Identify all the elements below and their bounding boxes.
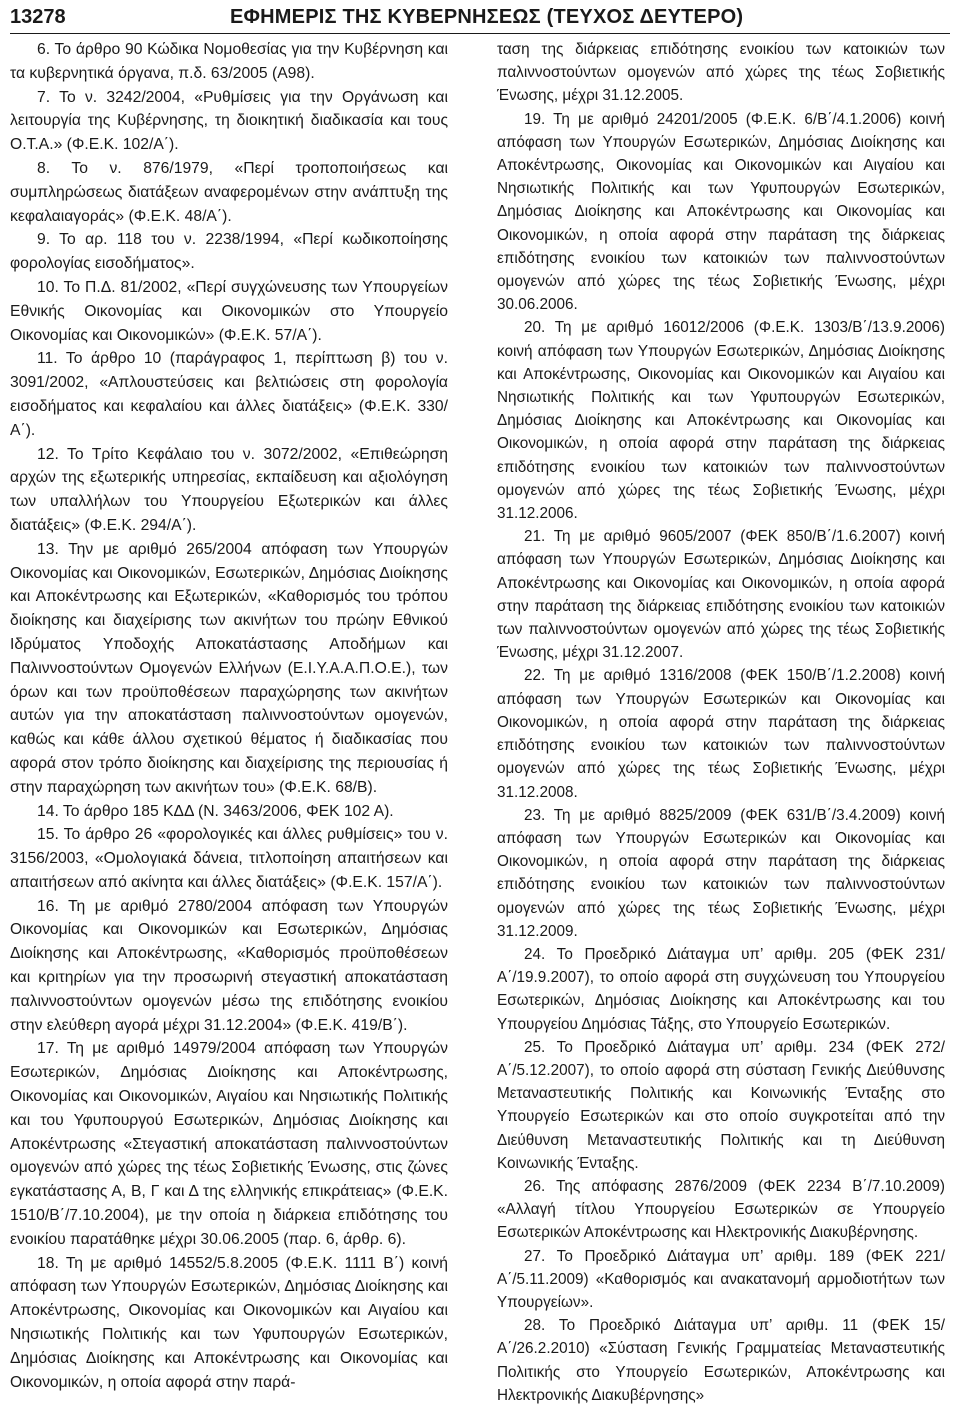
paragraph: 18. Τη με αριθμό 14552/5.8.2005 (Φ.Ε.Κ. 1111 Β΄) κοινή απόφαση των Υπουργών Εσωτερικών, Δημόσιας Διοίκησης και Αποκέντρωσης, Οικονομίας και Οικονομικών και Αιγαίου και Νησιωτικής Πολιτικής και των Υφυπουργών Εσωτερικών, Δημόσιας Διοίκησης και Αποκέντρωσης και Οικονομίας και Οικονομικών, η οποία αφορά στην παρά- — [10, 1254, 448, 1391]
paragraph: 11. Το άρθρο 10 (παράγραφος 1, περίπτωση β) του ν. 3091/2002, «Απλουστεύσεις και βελτιώσεις στη φορολογία εισοδήματος και κεφαλαίου και άλλες διατάξεις» (Φ.Ε.Κ. 330/Α΄). — [10, 350, 448, 439]
left-column — [10, 38, 448, 1394]
paragraph: 26. Της απόφασης 2876/2009 (ΦΕΚ 2234 Β΄/7.10.2009) «Αλλαγή τίτλου Υπουργείου Εσωτερικών σε Υπουργείο Εσωτερικών Αποκέντρωσης και Ηλεκτρονικής Διακυβέρνησης. — [497, 1177, 945, 1242]
header-rule — [10, 33, 950, 34]
paragraph: 9. Το αρ. 118 του ν. 2238/1994, «Περί κωδικοποίησης φορολογίας εισοδήματος». — [10, 231, 448, 273]
paragraph: 23. Τη με αριθμό 8825/2009 (ΦΕΚ 631/Β΄/3.4.2009) κοινή απόφαση των Υπουργών Εσωτερικών και Οικονομίας και Οικονομικών, η οποία αφορά στην παράταση της διάρκειας επιδότησης ενοικίου των κατοικιών των παλιννοστούντων ομογενών από χώρες της τέως Σοβιετικής Ένωσης, μέχρι 31.12.2009. — [497, 806, 945, 940]
right-column — [497, 38, 945, 1407]
page-number: 13278 — [10, 5, 66, 28]
paragraph: 25. Το Προεδρικό Διάταγμα υπ’ αριθμ. 234 (ΦΕΚ 272/Α΄/5.12.2007), το οποίο αφορά στη σύσταση Γενικής Διεύθυνσης Μεταναστευτικής Πολιτικής και Κοινωνικής Ένταξης στο Υπουργείο Εσωτερικών και στο οποίο συγκροτείται από την Διεύθυνση Μεταναστευτικής Πολιτικής και τη Διεύθυνση Κοινωνικής Ένταξης. — [497, 1038, 945, 1172]
journal-title: ΕΦΗΜΕΡΙΣ ΤΗΣ ΚΥΒΕΡΝΗΣΕΩΣ (ΤΕΥΧΟΣ ΔΕΥΤΕΡΟ) — [230, 5, 744, 28]
paragraph: 15. Το άρθρο 26 «φορολογικές και άλλες ρυθμίσεις» του ν. 3156/2003, «Ομολογιακά δάνεια, τιτλοποίηση απαιτήσεων και απαιτήσεων από ακίνητα και άλλες διατάξεις» (Φ.Ε.Κ. 157/Α΄). — [10, 826, 448, 891]
paragraph: 20. Τη με αριθμό 16012/2006 (Φ.Ε.Κ. 1303/Β΄/13.9.2006) κοινή απόφαση των Υπουργών Εσωτερικών, Δημόσιας Διοίκησης και Αποκέντρωσης, Οικονομίας και Οικονομικών και Αιγαίου και Νησιωτικής Πολιτικής και των Υφυπουργών Εσωτερικών, Δημόσιας Διοίκησης και Αποκέντρωσης και Οικονομίας και Οικονομικών, η οποία αφορά στην παράταση της διάρκειας επιδότησης ενοικίου των κατοικιών των παλιννοστούντων ομογενών από χώρες της τέως Σοβιετικής Ένωσης, μέχρι 31.12.2006. — [497, 319, 945, 523]
paragraph: 10. Το Π.Δ. 81/2002, «Περί συγχώνευσης των Υπουργείων Εθνικής Οικονομίας και Οικονομικών στο Υπουργείο Οικονομίας και Οικονομικών» (Φ.Ε.Κ. 57/Α΄). — [10, 278, 448, 344]
paragraph: 12. Το Τρίτο Κεφάλαιο του ν. 3072/2002, «Επιθεώρηση αρχών της εξωτερικής υπηρεσίας, εκπαίδευση και αξιολόγηση των υπαλλήλων του Υπουργείου Εξωτερικών και άλλες διατάξεις» (Φ.Ε.Κ. 294/Α΄). — [10, 445, 448, 534]
paragraph: 27. Το Προεδρικό Διάταγμα υπ’ αριθμ. 189 (ΦΕΚ 221/Α΄/5.11.2009) «Καθορισμός και ανακατανομή αρμοδιοτήτων των Υπουργείων». — [497, 1247, 945, 1311]
paragraph: 16. Τη με αριθμό 2780/2004 απόφαση των Υπουργών Οικονομίας και Οικονομικών και Εσωτερικών, Δημόσιας Διοίκησης και Αποκέντρωσης, «Καθορισμός προϋποθέσεων και κριτηρίων για την προσωρινή στεγαστική αποκατάσταση παλιννοστούντων ομογενών μέσω της επιδότησης ενοικίου στην ελεύθερη αγορά μέχρι 31.12.2004» (Φ.Ε.Κ. 419/Β΄). — [10, 897, 448, 1034]
paragraph: 6. Το άρθρο 90 Κώδικα Νομοθεσίας για την Κυβέρνηση και τα κυβερνητικά όργανα, π.δ. 63/2005 (Α98). — [10, 41, 448, 82]
paragraph: 14. Το άρθρο 185 ΚΔΔ (Ν. 3463/2006, ΦΕΚ 102 Α). — [37, 802, 394, 820]
paragraph: 13. Την με αριθμό 265/2004 απόφαση των Υπουργών Οικονομίας και Οικονομικών, Εσωτερικών, Δημόσιας Διοίκησης και Αποκέντρωσης και Εξωτερικών, «Καθορισμός του τρόπου διοίκησης και διαχείρισης των ακινήτων του πρώην Εθνικού Ιδρύματος Υποδοχής Αποκατάστασης Αποδήμων και Παλιννοστούντων Ομογενών Ελλήνων (Ε.Ι.Υ.Α.Α.Π.Ο.Ε.), των όρων και των προϋποθέσεων παραχώρησης των ακινήτων αυτών για την αποκατάσταση παλιννοστούντων ομογενών, καθώς και κάθε άλλου σχετικού θέματος ή διαδικασίας που αφορά στον τρόπο διοίκησης και διαχείρισης της περιουσίας ή στην παραχώρηση των ακινήτων του» (Φ.Ε.Κ. 68/Β). — [10, 540, 448, 796]
paragraph: 22. Τη με αριθμό 1316/2008 (ΦΕΚ 150/Β΄/1.2.2008) κοινή απόφαση των Υπουργών Εσωτερικών και Οικονομίας και Οικονομικών, η οποία αφορά στην παράταση της διάρκειας επιδότησης ενοικίου των κατοικιών των παλιννοστούντων ομογενών από χώρες της τέως Σοβιετικής Ένωσης, μέχρι 31.12.2008. — [497, 667, 945, 801]
paragraph: 19. Τη με αριθμό 24201/2005 (Φ.Ε.Κ. 6/Β΄/4.1.2006) κοινή απόφαση των Υπουργών Εσωτερικών, Δημόσιας Διοίκησης και Αποκέντρωσης, Οικονομίας και Οικονομικών και Αιγαίου και Νησιωτικής Πολιτικής και των Υφυπουργών Εσωτερικών, Δημόσιας Διοίκησης και Αποκέντρωσης και Οικονομίας και Οικονομικών, η οποία αφορά στην παράταση της διάρκειας επιδότησης ενοικίου των κατοικιών των παλιννοστούντων ομογενών από χώρες της τέως Σοβιετικής Ένωσης, μέχρι 30.06.2006. — [497, 110, 945, 314]
paragraph-continued: ταση της διάρκειας επιδότησης ενοικίου των κατοικιών των παλιννοστούντων ομογενών από χώρες της τέως Σοβιετικής Ένωσης, μέχρι 31.12.2005. — [497, 41, 945, 105]
paragraph: 28. Το Προεδρικό Διάταγμα υπ’ αριθμ. 11 (ΦΕΚ 15/Α΄/26.2.2010) «Σύσταση Γενικής Γραμματείας Μεταναστευτικής Πολιτικής στο Υπουργείο Εσωτερικών, Αποκέντρωσης και Ηλεκτρονικής Διακυβέρνησης» — [497, 1317, 945, 1404]
paragraph: 7. Το ν. 3242/2004, «Ρυθμίσεις για την Οργάνωση και λειτουργία της Κυβέρνησης, τη διοικητική διαδικασία και τους Ο.Τ.Α.» (Φ.Ε.Κ. 102/Α΄). — [10, 88, 448, 154]
paragraph: 21. Τη με αριθμό 9605/2007 (ΦΕΚ 850/Β΄/1.6.2007) κοινή απόφαση των Υπουργών Εσωτερικών, Δημόσιας Διοίκησης και Αποκέντρωσης και Οικονομίας και Οικονομικών, η οποία αφορά στην παράταση της διάρκειας επιδότησης ενοικίου των κατοικιών των παλιννοστούντων ομογενών από χώρες της τέως Σοβιετικής Ένωσης, μέχρι 31.12.2007. — [497, 528, 945, 662]
paragraph: 17. Τη με αριθμό 14979/2004 απόφαση των Υπουργών Εσωτερικών, Δημόσιας Διοίκησης και Αποκέντρωσης, Οικονομίας και Οικονομικών, Αιγαίου και Νησιωτικής Πολιτικής και του Υφυπουργού Εσωτερικών, Δημόσιας Διοίκησης και Αποκέντρωσης «Στεγαστική αποκατάσταση παλιννοστούντων ομογενών από χώρες της τέως Σοβιετικής Ένωσης, στις ζώνες εγκατάστασης Α, Β, Γ και Δ της ελληνικής επικράτειας» (Φ.Ε.Κ. 1510/Β΄/7.10.2004), με την οποία η διάρκεια επιδότησης του ενοικίου παρατάθηκε μέχρι 30.06.2005 (παρ. 6, άρθρ. 6). — [10, 1040, 448, 1248]
page-header — [10, 2, 940, 32]
paragraph: 24. Το Προεδρικό Διάταγμα υπ’ αριθμ. 205 (ΦΕΚ 231/Α΄/19.9.2007), το οποίο αφορά στη συγχώνευση του Υπουργείου Εσωτερικών, Δημόσιας Διοίκησης και Αποκέντρωσης και του Υπουργείου Δημόσιας Τάξης, στο Υπουργείο Εσωτερικών. — [497, 945, 945, 1033]
paragraph: 8. Το ν. 876/1979, «Περί τροποποιήσεως και συμπληρώσεως διατάξεων αναφερομένων στην ανάπτυξη της κεφαλαιαγοράς» (Φ.Ε.Κ. 48/Α΄). — [10, 159, 448, 225]
